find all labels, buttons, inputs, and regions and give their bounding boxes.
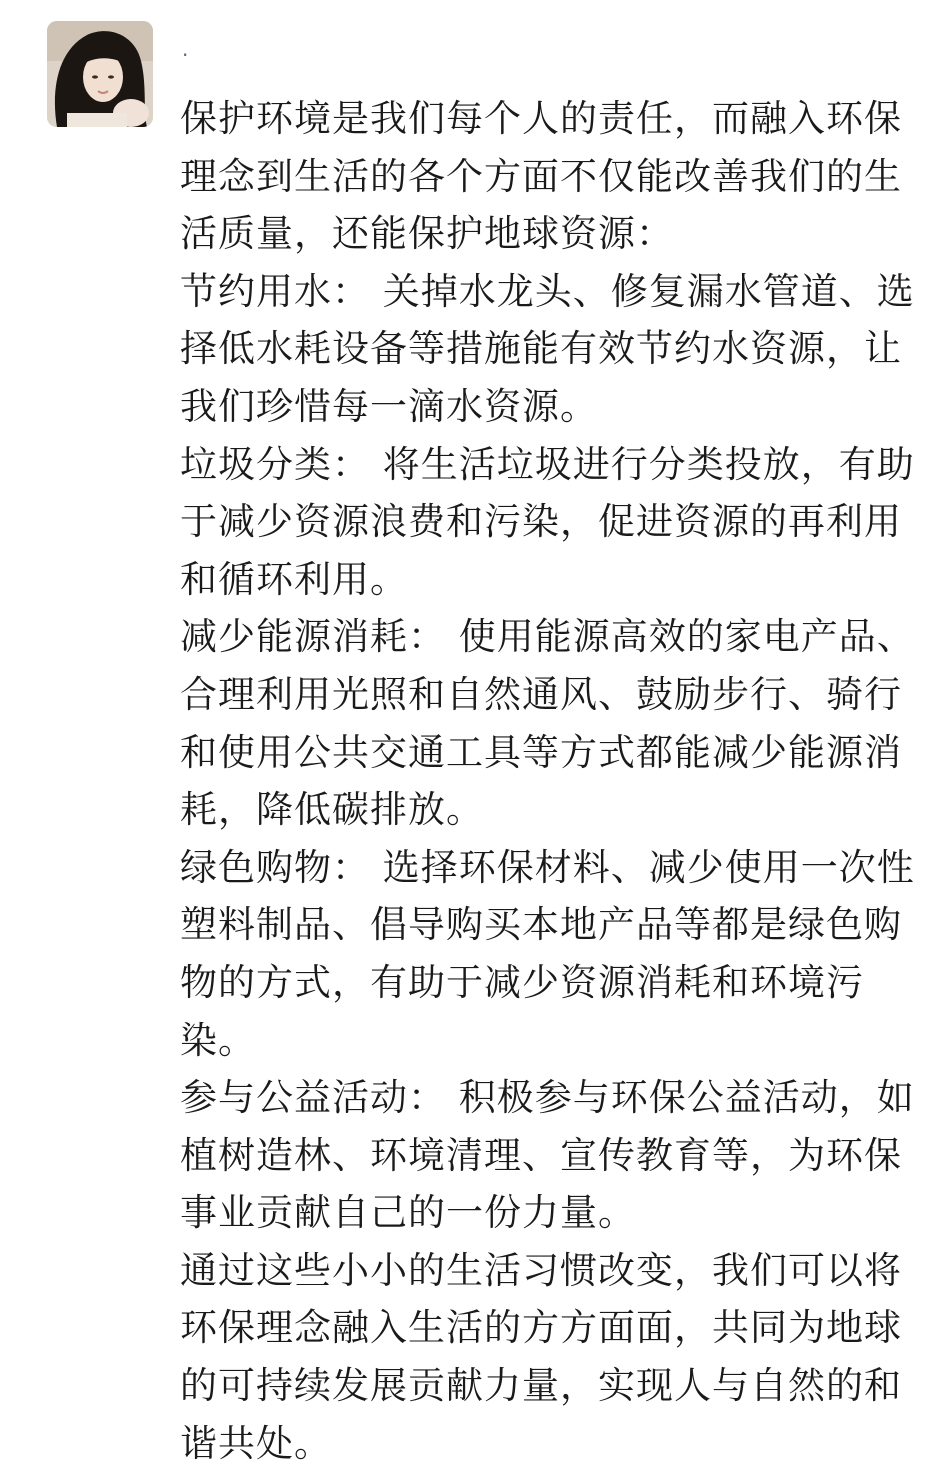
avatar-photo-icon: [47, 21, 153, 127]
author-name[interactable]: ·: [182, 43, 189, 67]
post-paragraph-energy: 减少能源消耗： 使用能源高效的家电产品、合理利用光照和自然通风、鼓励步行、骑行和使用公共交通工具等方式都能减少能源消耗，降低碳排放。: [180, 615, 915, 832]
post-paragraph-waste-sorting: 垃圾分类： 将生活垃圾进行分类投放，有助于减少资源浪费和污染，促进资源的再利用和循环利用。: [180, 442, 915, 601]
avatar[interactable]: [47, 21, 153, 127]
post-paragraph-conclusion: 通过这些小小的生活习惯改变，我们可以将环保理念融入生活的方方面面，共同为地球的可持续发展贡献力量，实现人与自然的和谐共处。: [180, 1248, 902, 1465]
post-paragraph-intro: 保护环境是我们每个人的责任，而融入环保理念到生活的各个方面不仅能改善我们的生活质量，还能保护地球资源：: [180, 97, 902, 256]
post-paragraph-green-shopping: 绿色购物： 选择环保材料、减少使用一次性塑料制品、倡导购买本地产品等都是绿色购物的方式，有助于减少资源消耗和环境污染。: [180, 845, 915, 1062]
post-body: [180, 90, 928, 1472]
post-paragraph-save-water: 节约用水： 关掉水龙头、修复漏水管道、选择低水耗设备等措施能有效节约水资源，让我们珍惜每一滴水资源。: [180, 269, 915, 428]
post-paragraph-public-welfare: 参与公益活动： 积极参与环保公益活动，如植树造林、环境清理、宣传教育等，为环保事业贡献自己的一份力量。: [180, 1076, 915, 1235]
